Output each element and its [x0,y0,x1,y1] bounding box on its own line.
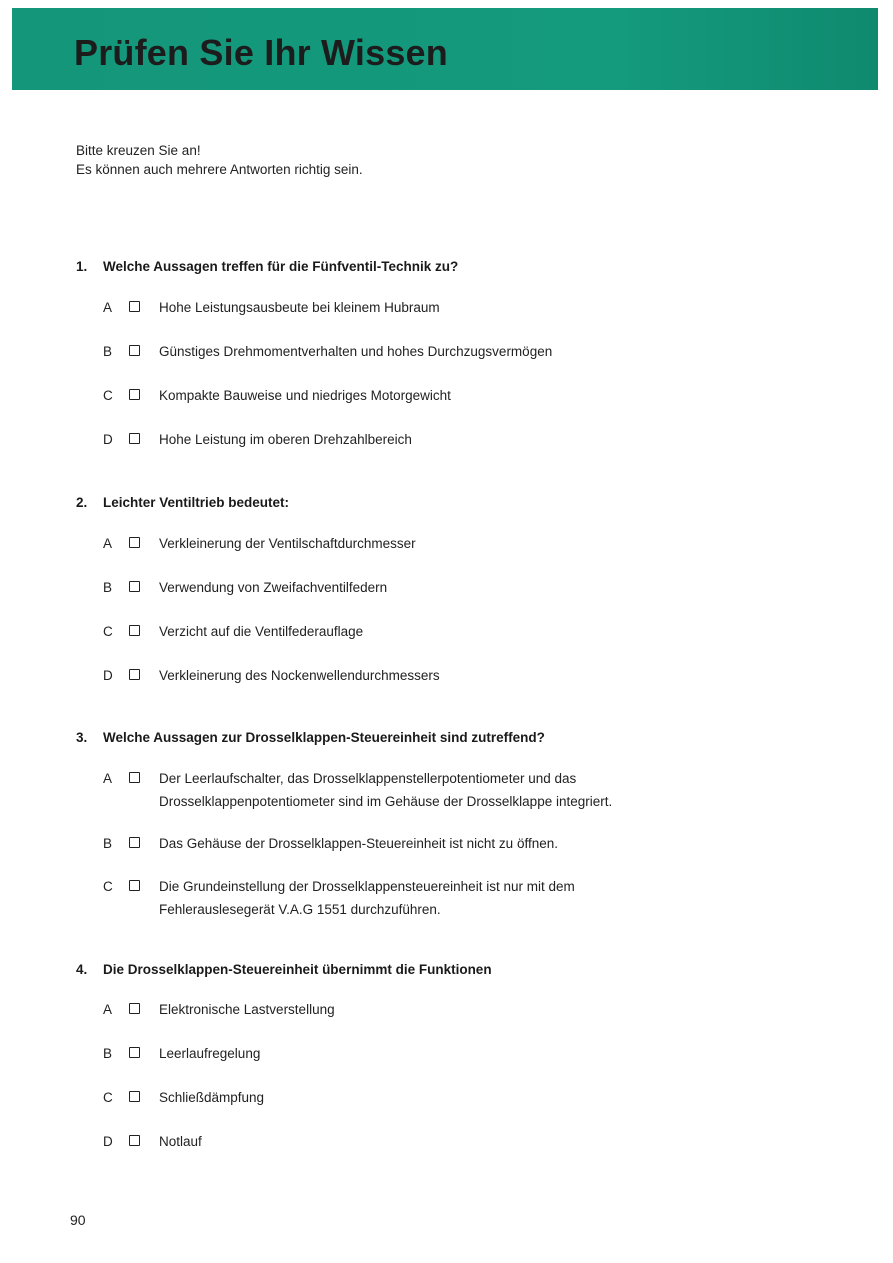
question-2 [76,495,289,510]
option-text [159,767,612,813]
option-letter: B [103,344,113,359]
option-text [159,1086,264,1109]
option-letter: B [103,836,113,851]
option-letter: C [103,388,113,403]
question-1 [76,259,458,274]
option-letter: D [103,1134,113,1149]
checkbox[interactable] [129,837,140,848]
option-text [159,340,552,363]
option-letter: A [103,536,113,551]
option-letter: C [103,624,113,639]
question-text: Die Drosselklappen-Steuereinheit übernimmt die Funktionen [103,962,492,977]
checkbox[interactable] [129,1047,140,1058]
page-number: 90 [70,1212,86,1228]
question-number: 2. [76,495,88,510]
checkbox[interactable] [129,389,140,400]
question-text: Leichter Ventiltrieb bedeutet: [103,495,290,510]
option-text [159,428,412,451]
question-text: Welche Aussagen treffen für die Fünfventil-Technik zu? [103,259,459,274]
instructions [76,141,363,179]
question-4 [76,962,492,977]
option-line: Elektronische Lastverstellung [159,1002,335,1017]
option-letter: A [103,771,113,786]
option-line: Fehlerauslesegerät V.A.G 1551 durchzuführen. [159,902,441,917]
option-line: Hohe Leistung im oberen Drehzahlbereich [159,432,412,447]
option-letter: A [103,300,113,315]
checkbox[interactable] [129,669,140,680]
option-line: Günstiges Drehmomentverhalten und hohes Durchzugsvermögen [159,344,553,359]
option-text [159,875,575,921]
question-text: Welche Aussagen zur Drosselklappen-Steuereinheit sind zutreffend? [103,730,545,745]
option-text [159,576,387,599]
option-letter: A [103,1002,113,1017]
option-text [159,384,451,407]
option-line: Verkleinerung des Nockenwellendurchmessers [159,668,440,683]
checkbox[interactable] [129,1091,140,1102]
option-line: Kompakte Bauweise und niedriges Motorgewicht [159,388,451,403]
option-line: Das Gehäuse der Drosselklappen-Steuereinheit ist nicht zu öffnen. [159,836,558,851]
checkbox[interactable] [129,1135,140,1146]
option-line: Notlauf [159,1134,202,1149]
option-text [159,664,440,687]
option-letter: D [103,668,113,683]
option-line: Verwendung von Zweifachventilfedern [159,580,388,595]
option-line: Die Grundeinstellung der Drosselklappensteuereinheit ist nur mit dem [159,879,575,894]
option-text [159,620,363,643]
option-letter: C [103,1090,113,1105]
checkbox[interactable] [129,345,140,356]
header-banner [12,8,878,90]
question-number: 1. [76,259,88,274]
checkbox[interactable] [129,880,140,891]
checkbox[interactable] [129,772,140,783]
checkbox[interactable] [129,537,140,548]
checkbox[interactable] [129,581,140,592]
checkbox[interactable] [129,1003,140,1014]
option-line: Der Leerlaufschalter, das Drosselklappenstellerpotentiometer und das [159,771,577,786]
option-text [159,998,335,1021]
option-line: Verkleinerung der Ventilschaftdurchmesser [159,536,416,551]
checkbox[interactable] [129,301,140,312]
question-number: 3. [76,730,88,745]
option-line: Hohe Leistungsausbeute bei kleinem Hubraum [159,300,440,315]
option-text [159,1130,202,1153]
question-number: 4. [76,962,88,977]
option-letter: B [103,580,113,595]
option-text [159,832,558,855]
option-line: Schließdämpfung [159,1090,265,1105]
option-line: Verzicht auf die Ventilfederauflage [159,624,364,639]
option-letter: B [103,1046,113,1061]
instruction-line: Bitte kreuzen Sie an! [76,143,201,158]
option-text [159,532,416,555]
option-text [159,1042,260,1065]
checkbox[interactable] [129,433,140,444]
checkbox[interactable] [129,625,140,636]
option-line: Drosselklappenpotentiometer sind im Gehäuse der Drosselklappe integriert. [159,794,613,809]
option-line: Leerlaufregelung [159,1046,261,1061]
option-letter: C [103,879,113,894]
option-text [159,296,440,319]
question-3 [76,730,545,745]
instruction-line: Es können auch mehrere Antworten richtig sein. [76,162,363,177]
option-letter: D [103,432,113,447]
page-title: Prüfen Sie Ihr Wissen [74,32,448,73]
